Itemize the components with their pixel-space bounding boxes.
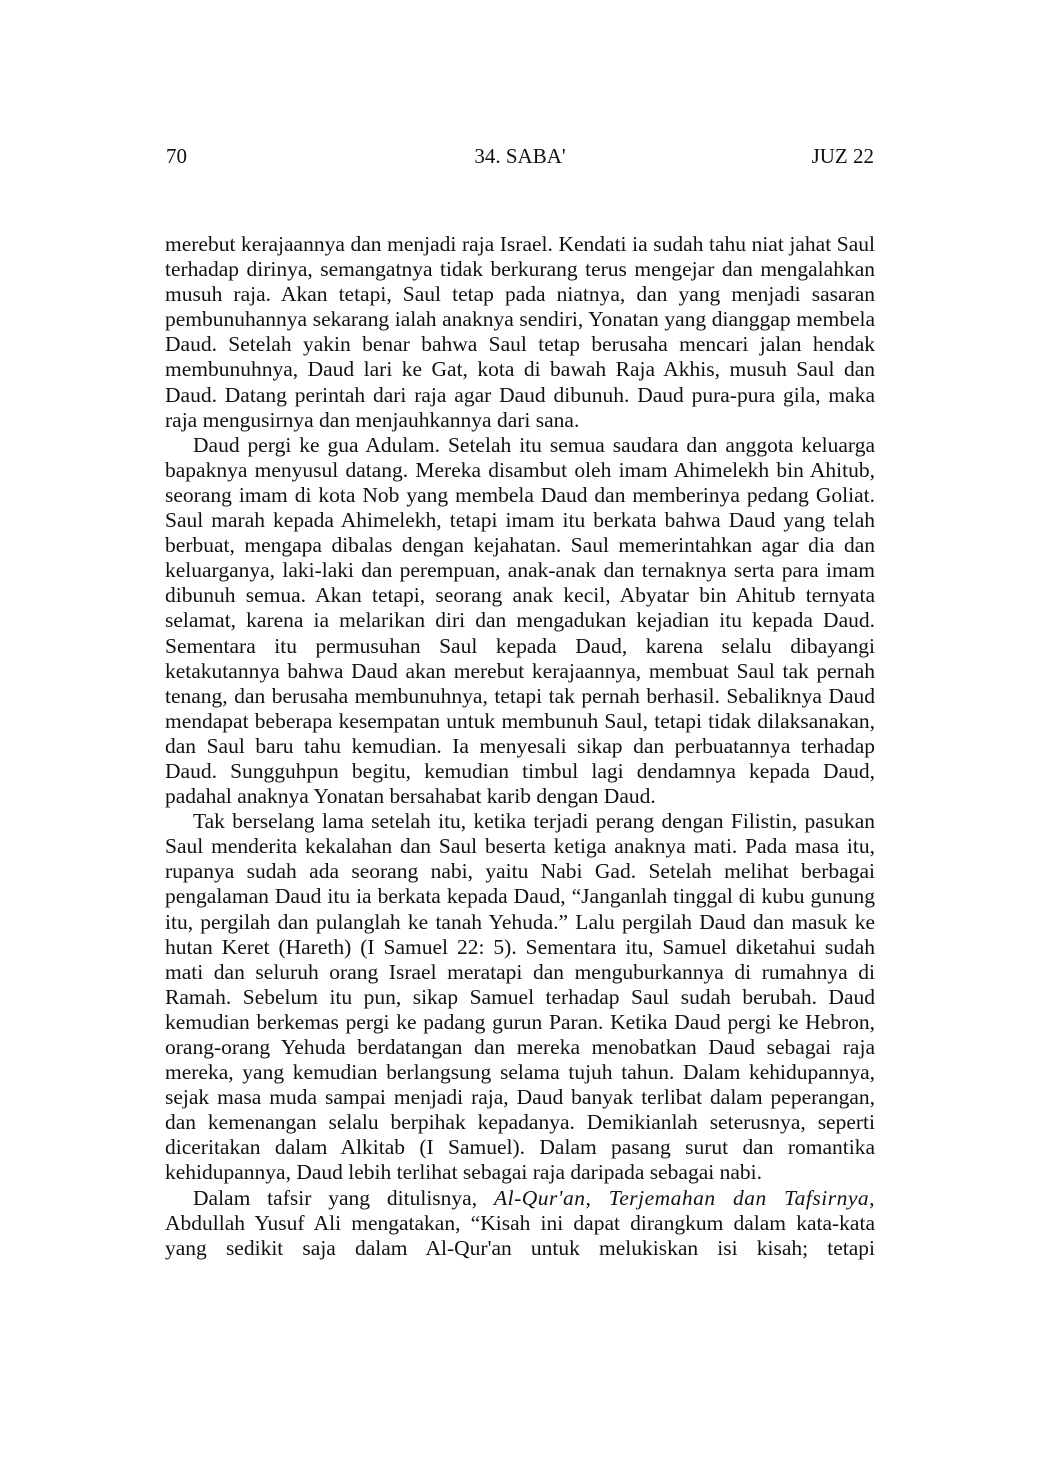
paragraph: merebut kerajaannya dan menjadi raja Israel. Kendati ia sudah tahu niat jahat Saul terhadap dirinya, semangatnya tidak berkurang terus mengejar dan mengalahkan musuh raja. Akan tetapi, Saul tetap pada niatnya, dan yang menjadi sasaran pembunuhannya sekarang ialah anaknya sendiri, Yonatan yang dianggap membela Daud. Setelah yakin benar bahwa Saul tetap berusaha mencari jalan hendak membunuhnya, Daud lari ke Gat, kota di bawah Raja Akhis, musuh Saul dan Daud. Datang perintah dari raja agar Daud dibunuh. Daud pura-pura gila, maka raja mengusirnya dan menjauhkannya dari sana. (165, 232, 875, 432)
paragraph: Daud pergi ke gua Adulam. Setelah itu semua saudara dan anggota keluarga bapaknya menyusul datang. Mereka disambut oleh imam Ahimelekh bin Ahitub, seorang imam di kota Nob yang membela Daud dan memberinya pedang Goliat. Saul marah kepada Ahimelekh, tetapi imam itu berkata bahwa Daud yang telah berbuat, mengapa dibalas dengan kejahatan. Saul memerintahkan agar dia dan keluarganya, laki-laki dan perempuan, anak-anak dan ternaknya serta para imam dibunuh semua. Akan tetapi, seorang anak kecil, Abyatar bin Ahitub ternyata selamat, karena ia melarikan diri dan mengadukan kejadian itu kepada Daud. Sementara itu permusuhan Saul kepada Daud, karena selalu dibayangi ketakutannya bahwa Daud akan merebut kerajaannya, membuat Saul tak pernah tenang, dan berusaha membunuhnya, tetapi tak pernah berhasil. Sebaliknya Daud mendapat beberapa kesempatan untuk membunuh Saul, tetapi tidak dilaksanakan, dan Saul baru tahu kemudian. Ia menyesali sikap dan perbuatannya terhadap Daud. Sungguhpun begitu, kemudian timbul lagi dendamnya kepada Daud, padahal anaknya Yonatan bersahabat karib dengan Daud. (165, 432, 875, 809)
body-text (165, 232, 875, 1261)
page-header (166, 144, 874, 174)
paragraph: Tak berselang lama setelah itu, ketika terjadi perang dengan Filistin, pasukan Saul menderita kekalahan dan Saul beserta ketiga anaknya mati. Pada masa itu, rupanya sudah ada seorang nabi, yaitu Nabi Gad. Setelah melihat berbagai pengalaman Daud itu ia berkata kepada Daud, “Janganlah tinggal di kubu gunung itu, pergilah dan pulanglah ke tanah Yehuda.” Lalu pergilah Daud dan masuk ke hutan Keret (Hareth) (I Samuel 22: 5). Sementara itu, Samuel diketahui sudah mati dan seluruh orang Israel meratapi dan menguburkannya di rumahnya di Ramah. Sebelum itu pun, sikap Samuel terhadap Saul sudah berubah. Daud kemudian berkemas pergi ke padang gurun Paran. Ketika Daud pergi ke Hebron, orang-orang Yehuda berdatangan dan mereka menobatkan Daud sebagai raja mereka, yang kemudian berlangsung selama tujuh tahun. Dalam kehidupannya, sejak masa muda sampai menjadi raja, Daud banyak terlibat dalam peperangan, dan kemenangan selalu berpihak kepadanya. Demikianlah seterusnya, seperti diceritakan dalam Alkitab (I Samuel). Dalam pasang surut dan romantika kehidupannya, Daud lebih terlihat sebagai raja daripada sebagai nabi. (165, 809, 875, 1185)
page-number: 70 (166, 144, 187, 168)
paragraph-text: Dalam tafsir yang ditulisnya, (193, 1185, 494, 1210)
paragraph-text: Abdullah Yusuf Ali mengatakan, “Kisah ini dapat dirangkum dalam kata-kata yang sedikit saja dalam Al-Qur'an untuk melukiskan isi kisah; tetapi (165, 1210, 875, 1260)
paragraph (165, 1186, 875, 1261)
chapter-title: 34. SABA' (474, 144, 566, 168)
book-title: Al-Qur'an, Terjemahan dan Tafsirnya, (493, 1185, 875, 1210)
juz-label: JUZ 22 (811, 144, 874, 168)
